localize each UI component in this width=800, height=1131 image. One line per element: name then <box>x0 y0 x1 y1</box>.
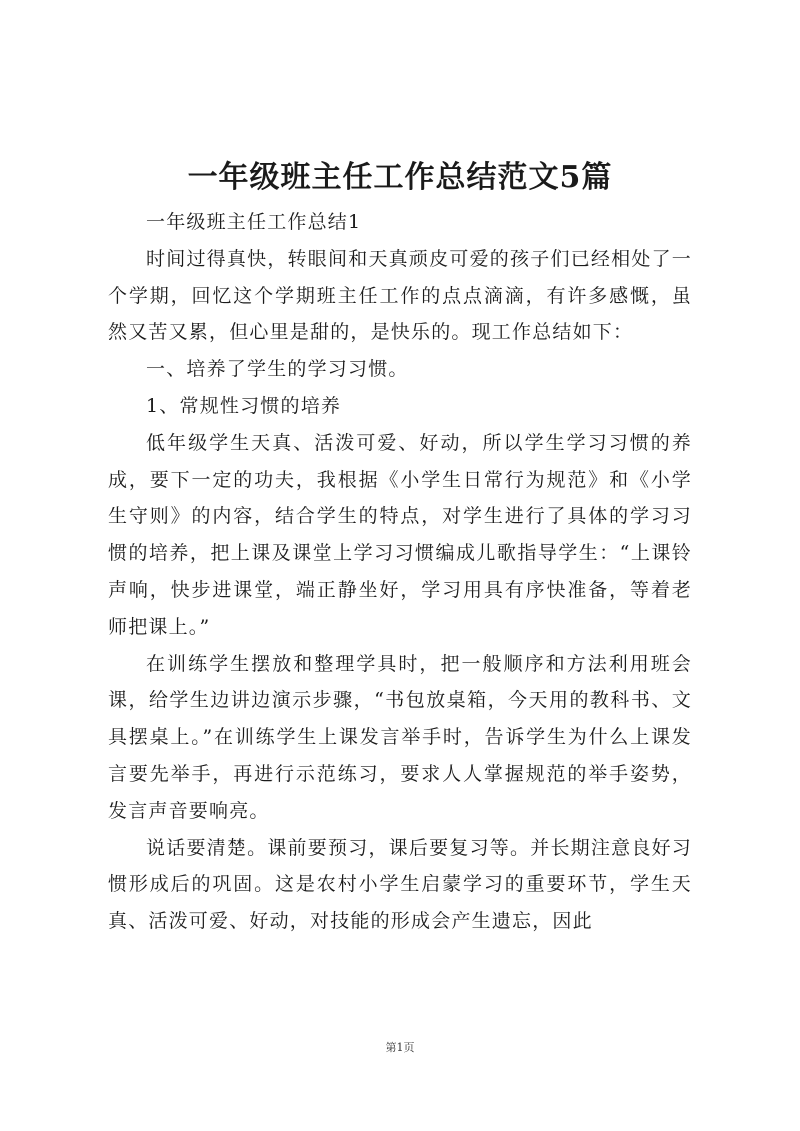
body-paragraph: 时间过得真快，转眼间和天真顽皮可爱的孩子们已经相处了一个学期，回忆这个学期班主任工作的点点滴滴，有许多感慨，虽然又苦又累，但心里是甜的，是快乐的。现工作总结如下： <box>108 247 692 344</box>
document-body <box>108 204 692 940</box>
body-paragraph: 低年级学生天真、活泼可爱、好动，所以学生学习习惯的养成，要下一定的功夫，我根据《小学生日常行为规范》和《小学生守则》的内容，结合学生的特点，对学生进行了具体的学习习惯的培养，把上课及课堂上学习习惯编成儿歌指导学生：“上课铃声响，快步进课堂，端正静坐好，学习用具有序快准备，等着老师把课上。” <box>108 431 692 638</box>
page-number: 第1页 <box>385 1041 415 1054</box>
document-title: 一年级班主任工作总结范文5篇 <box>187 160 613 195</box>
section-heading: 一年级班主任工作总结1 <box>146 211 362 233</box>
subsection-heading: 一、培养了学生的学习习惯。 <box>146 358 409 381</box>
subsection-heading: 1、常规性习惯的培养 <box>146 394 342 417</box>
body-paragraph: 说话要清楚。课前要预习，课后要复习等。并长期注意良好习惯形成后的巩固。这是农村小学生启蒙学习的重要环节，学生天真、活泼可爱、好动，对技能的形成会产生遗忘，因此 <box>108 836 692 933</box>
body-paragraph: 在训练学生摆放和整理学具时，把一般顺序和方法利用班会课，给学生边讲边演示步骤，“书包放桌箱，今天用的教科书、文具摆桌上。”在训练学生上课发言举手时，告诉学生为什么上课发言要先举手，再进行示范练习，要求人人掌握规范的举手姿势，发言声音要响亮。 <box>108 652 692 822</box>
